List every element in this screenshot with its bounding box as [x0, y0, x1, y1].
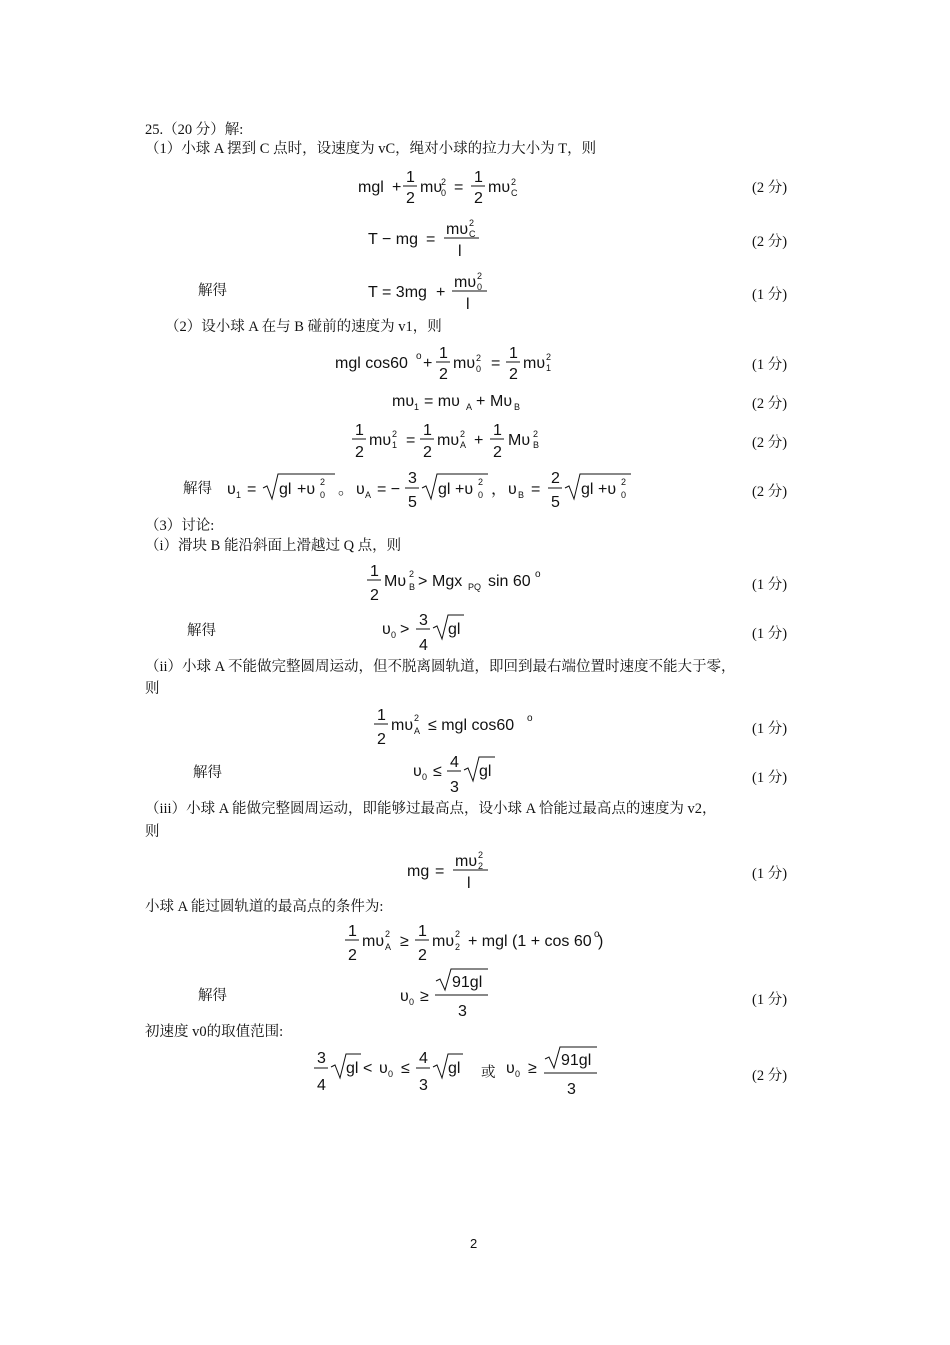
equation-tension-solution	[366, 266, 506, 314]
svg-text:，: ，	[491, 481, 508, 498]
svg-text:3: 3	[450, 779, 459, 796]
svg-text:B: B	[518, 490, 525, 500]
part3-intro: （3）讨论:	[145, 518, 215, 534]
svg-text:2: 2	[478, 477, 484, 487]
svg-text:Mυ: Mυ	[508, 432, 531, 449]
solution-label: 解得	[187, 623, 216, 639]
equation-slide-over-q	[366, 560, 556, 606]
svg-text:+: +	[476, 393, 486, 410]
svg-text:3: 3	[567, 1081, 576, 1098]
svg-text:1: 1	[509, 345, 518, 362]
svg-text:gl: gl	[346, 1060, 359, 1077]
svg-text:A: A	[365, 490, 372, 500]
svg-text:1: 1	[392, 440, 398, 450]
svg-text:o: o	[535, 569, 541, 580]
svg-text:υ: υ	[382, 621, 391, 638]
svg-text:=: =	[531, 481, 541, 498]
svg-text:91gl: 91gl	[561, 1052, 592, 1069]
svg-text:91gl: 91gl	[452, 974, 483, 991]
svg-text:o: o	[594, 929, 600, 940]
equation-top-point	[405, 845, 505, 893]
svg-text:mυ: mυ	[488, 179, 511, 196]
svg-text:≥: ≥	[400, 933, 409, 950]
svg-text:2: 2	[320, 477, 326, 487]
part1-intro: （1）小球 A 摆到 C 点时，设速度为 vC，绳对小球的拉力大小为 T，则	[145, 141, 597, 157]
solution-label: 解得	[183, 481, 212, 497]
svg-text:υ: υ	[508, 481, 517, 498]
svg-text:0: 0	[422, 772, 428, 782]
svg-text:0: 0	[441, 188, 447, 198]
svg-text:2: 2	[392, 429, 398, 439]
svg-text:gl: gl	[479, 763, 492, 780]
svg-text:2: 2	[460, 429, 466, 439]
score: (2 分)	[752, 484, 788, 500]
equation-tension	[366, 213, 496, 261]
svg-text:>: >	[418, 573, 428, 590]
top-condition-text: 小球 A 能过圆轨道的最高点的条件为:	[145, 899, 384, 915]
svg-text:+ mgl (1 + cos 60: + mgl (1 + cos 60	[468, 933, 592, 950]
svg-text:): )	[598, 933, 604, 950]
svg-text:mgl: mgl	[358, 179, 384, 196]
score: (1 分)	[752, 721, 788, 737]
svg-text:mυ: mυ	[369, 432, 392, 449]
svg-text:mυ: mυ	[455, 853, 478, 870]
svg-text:mυ: mυ	[362, 933, 385, 950]
svg-text:1: 1	[348, 923, 357, 940]
svg-text:2: 2	[455, 942, 461, 952]
svg-text:2: 2	[441, 177, 447, 187]
svg-text:gl: gl	[448, 621, 461, 638]
svg-text:3: 3	[317, 1050, 326, 1067]
svg-text:0: 0	[478, 490, 484, 500]
svg-text:0: 0	[476, 364, 482, 374]
svg-text:2: 2	[370, 587, 379, 604]
svg-text:5: 5	[408, 494, 417, 511]
score: (2 分)	[752, 435, 788, 451]
svg-text:υ: υ	[506, 1060, 515, 1077]
svg-text:≥: ≥	[420, 988, 429, 1005]
svg-text:1: 1	[439, 345, 448, 362]
svg-text:≤: ≤	[401, 1060, 410, 1077]
case3-text: （iii）小球 A 能做完整圆周运动，即能够过最高点，设小球 A 恰能过最高点的速度为 v2，	[145, 801, 717, 817]
svg-text:gl: gl	[279, 481, 292, 498]
svg-text:<: <	[363, 1060, 373, 1077]
svg-text:gl: gl	[448, 1060, 461, 1077]
svg-text:2: 2	[474, 190, 483, 207]
svg-text:2: 2	[511, 177, 517, 187]
svg-text:0: 0	[621, 490, 627, 500]
svg-text:0: 0	[409, 997, 415, 1007]
svg-text:≤: ≤	[433, 763, 442, 780]
svg-text:1: 1	[414, 402, 420, 412]
score: (2 分)	[752, 1068, 788, 1084]
score: (1 分)	[752, 626, 788, 642]
svg-text:=: =	[435, 863, 445, 880]
or-text: 或	[481, 1065, 496, 1081]
svg-text:2: 2	[493, 444, 502, 461]
equation-not-full-circle	[373, 704, 543, 750]
svg-text:=: =	[426, 231, 436, 248]
problem-header: 25.（20 分）解:	[145, 122, 244, 138]
svg-text:1: 1	[493, 422, 502, 439]
svg-text:Mυ: Mυ	[384, 573, 407, 590]
svg-text:4: 4	[450, 754, 459, 771]
svg-text:4: 4	[419, 637, 428, 654]
solution-label: 解得	[198, 988, 227, 1004]
svg-text:3: 3	[419, 612, 428, 629]
solution-label: 解得	[198, 283, 227, 299]
svg-text:1: 1	[236, 490, 242, 500]
svg-text:2: 2	[377, 731, 386, 748]
svg-text:1: 1	[546, 363, 552, 373]
case2-text-cont: 则	[145, 681, 160, 697]
svg-text:B: B	[533, 440, 540, 450]
svg-text:mυ: mυ	[437, 432, 460, 449]
svg-text:l: l	[467, 875, 471, 892]
case2-text: （ii）小球 A 不能做完整圆周运动，但不脱离圆轨道，即回到最右端位置时速度不能大于零，	[145, 659, 736, 675]
page-number: 2	[470, 1236, 478, 1251]
svg-text:≥: ≥	[528, 1060, 537, 1077]
svg-text:4: 4	[419, 1050, 428, 1067]
svg-text:1: 1	[406, 169, 415, 186]
svg-text:T: T	[368, 231, 378, 248]
svg-text:1: 1	[474, 169, 483, 186]
svg-text:4: 4	[317, 1077, 326, 1094]
score: (2 分)	[752, 234, 788, 250]
svg-text:= 3mg: = 3mg	[382, 284, 427, 301]
svg-text:2: 2	[348, 947, 357, 964]
svg-text:≤ mgl cos60: ≤ mgl cos60	[428, 717, 515, 734]
equation-v0-full-circle	[398, 966, 498, 1022]
svg-text:2: 2	[551, 470, 560, 487]
equation-v0-range	[313, 1044, 613, 1100]
svg-text:2: 2	[455, 929, 461, 939]
svg-text:Mgx: Mgx	[432, 573, 463, 590]
svg-text:2: 2	[621, 477, 627, 487]
svg-text:B: B	[409, 582, 416, 592]
svg-text:3: 3	[458, 1003, 467, 1020]
svg-text:+υ: +υ	[455, 481, 474, 498]
svg-text:mgl cos60: mgl cos60	[335, 355, 408, 372]
svg-text:=: =	[406, 432, 416, 449]
svg-text:mυ: mυ	[446, 221, 469, 238]
score: (1 分)	[752, 357, 788, 373]
svg-text:1: 1	[377, 707, 386, 724]
svg-text:1: 1	[355, 422, 364, 439]
svg-text:mυ: mυ	[432, 933, 455, 950]
svg-text:2: 2	[439, 366, 448, 383]
svg-text:A: A	[385, 942, 392, 952]
svg-text:0: 0	[320, 490, 326, 500]
equation-momentum	[390, 388, 540, 414]
svg-text:2: 2	[355, 444, 364, 461]
score: (1 分)	[752, 770, 788, 786]
svg-text:2: 2	[478, 850, 484, 860]
case1-text: （i）滑块 B 能沿斜面上滑越过 Q 点，则	[145, 538, 402, 554]
part2-intro: （2）设小球 A 在与 B 碰前的速度为 v1，则	[165, 319, 442, 335]
svg-text:2: 2	[418, 947, 427, 964]
svg-text:=: =	[454, 179, 464, 196]
score: (2 分)	[752, 396, 788, 412]
svg-text:A: A	[466, 402, 473, 412]
svg-text:2: 2	[469, 218, 475, 228]
svg-text:PQ: PQ	[468, 582, 482, 592]
svg-text:0: 0	[515, 1069, 521, 1079]
svg-text:=: =	[247, 481, 257, 498]
svg-text:A: A	[414, 726, 421, 736]
svg-text:mυ: mυ	[392, 393, 415, 410]
svg-text:− mg: − mg	[382, 231, 419, 248]
svg-text:υ: υ	[379, 1060, 388, 1077]
equation-elastic-energy	[350, 418, 550, 466]
score: (2 分)	[752, 180, 788, 196]
equation-energy-c	[356, 165, 536, 209]
svg-text:1: 1	[418, 923, 427, 940]
svg-text:。: 。	[338, 481, 355, 498]
svg-text:υ: υ	[356, 481, 365, 498]
svg-text:2: 2	[477, 271, 483, 281]
svg-text:3: 3	[419, 1077, 428, 1094]
svg-text:2: 2	[423, 444, 432, 461]
score: (1 分)	[752, 287, 788, 303]
svg-text:2: 2	[478, 861, 484, 871]
equation-energy-v1	[333, 342, 563, 386]
svg-text:0: 0	[391, 630, 397, 640]
equation-v0-upper-bound	[411, 750, 511, 798]
svg-text:+υ: +υ	[598, 481, 617, 498]
svg-text:T: T	[368, 284, 378, 301]
svg-text:=: =	[491, 355, 501, 372]
svg-text:A: A	[460, 440, 467, 450]
svg-text:gl: gl	[581, 481, 594, 498]
svg-text:l: l	[458, 243, 462, 260]
svg-text:1: 1	[423, 422, 432, 439]
svg-text:0: 0	[477, 282, 483, 292]
svg-text:2: 2	[476, 353, 482, 363]
svg-text:sin 60: sin 60	[488, 573, 531, 590]
equation-v0-lower-bound	[380, 608, 480, 656]
svg-text:B: B	[514, 402, 521, 412]
svg-text:C: C	[511, 188, 518, 198]
svg-text:+: +	[436, 284, 446, 301]
score: (1 分)	[752, 577, 788, 593]
svg-text:2: 2	[409, 569, 415, 579]
svg-text:υ: υ	[413, 763, 422, 780]
svg-text:mg: mg	[407, 863, 430, 880]
svg-text:2: 2	[509, 366, 518, 383]
svg-text:υ: υ	[227, 481, 236, 498]
svg-text:mυ: mυ	[391, 717, 414, 734]
svg-text:mυ: mυ	[523, 355, 546, 372]
svg-text:gl: gl	[438, 481, 451, 498]
svg-text:υ: υ	[400, 988, 409, 1005]
equation-top-condition	[344, 920, 614, 968]
svg-text:3: 3	[408, 470, 417, 487]
svg-text:5: 5	[551, 494, 560, 511]
svg-text:>: >	[400, 621, 410, 638]
svg-text:mυ: mυ	[454, 274, 477, 291]
svg-text:+υ: +υ	[297, 481, 316, 498]
range-intro: 初速度 v0的取值范围:	[145, 1024, 284, 1040]
svg-text:o: o	[416, 351, 422, 362]
equation-velocity-solutions	[225, 466, 645, 514]
svg-text:C: C	[469, 229, 476, 239]
svg-text:Mυ: Mυ	[490, 393, 513, 410]
svg-text:2: 2	[533, 429, 539, 439]
svg-text:0: 0	[388, 1069, 394, 1079]
svg-text:2: 2	[406, 190, 415, 207]
svg-text:+: +	[474, 432, 484, 449]
case3-text-cont: 则	[145, 824, 160, 840]
score: (1 分)	[752, 866, 788, 882]
svg-text:= −: = −	[377, 481, 401, 498]
score: (1 分)	[752, 992, 788, 1008]
svg-text:o: o	[527, 713, 533, 724]
svg-text:+: +	[423, 355, 433, 372]
svg-text:1: 1	[370, 563, 379, 580]
solution-label: 解得	[193, 765, 222, 781]
svg-text:2: 2	[385, 929, 391, 939]
svg-text:2: 2	[414, 713, 420, 723]
svg-text:2: 2	[546, 352, 552, 362]
svg-text:= mυ: = mυ	[424, 393, 460, 410]
svg-text:l: l	[466, 296, 470, 313]
svg-text:mυ: mυ	[453, 355, 476, 372]
svg-text:+: +	[392, 179, 402, 196]
svg-text:mυ: mυ	[420, 179, 443, 196]
